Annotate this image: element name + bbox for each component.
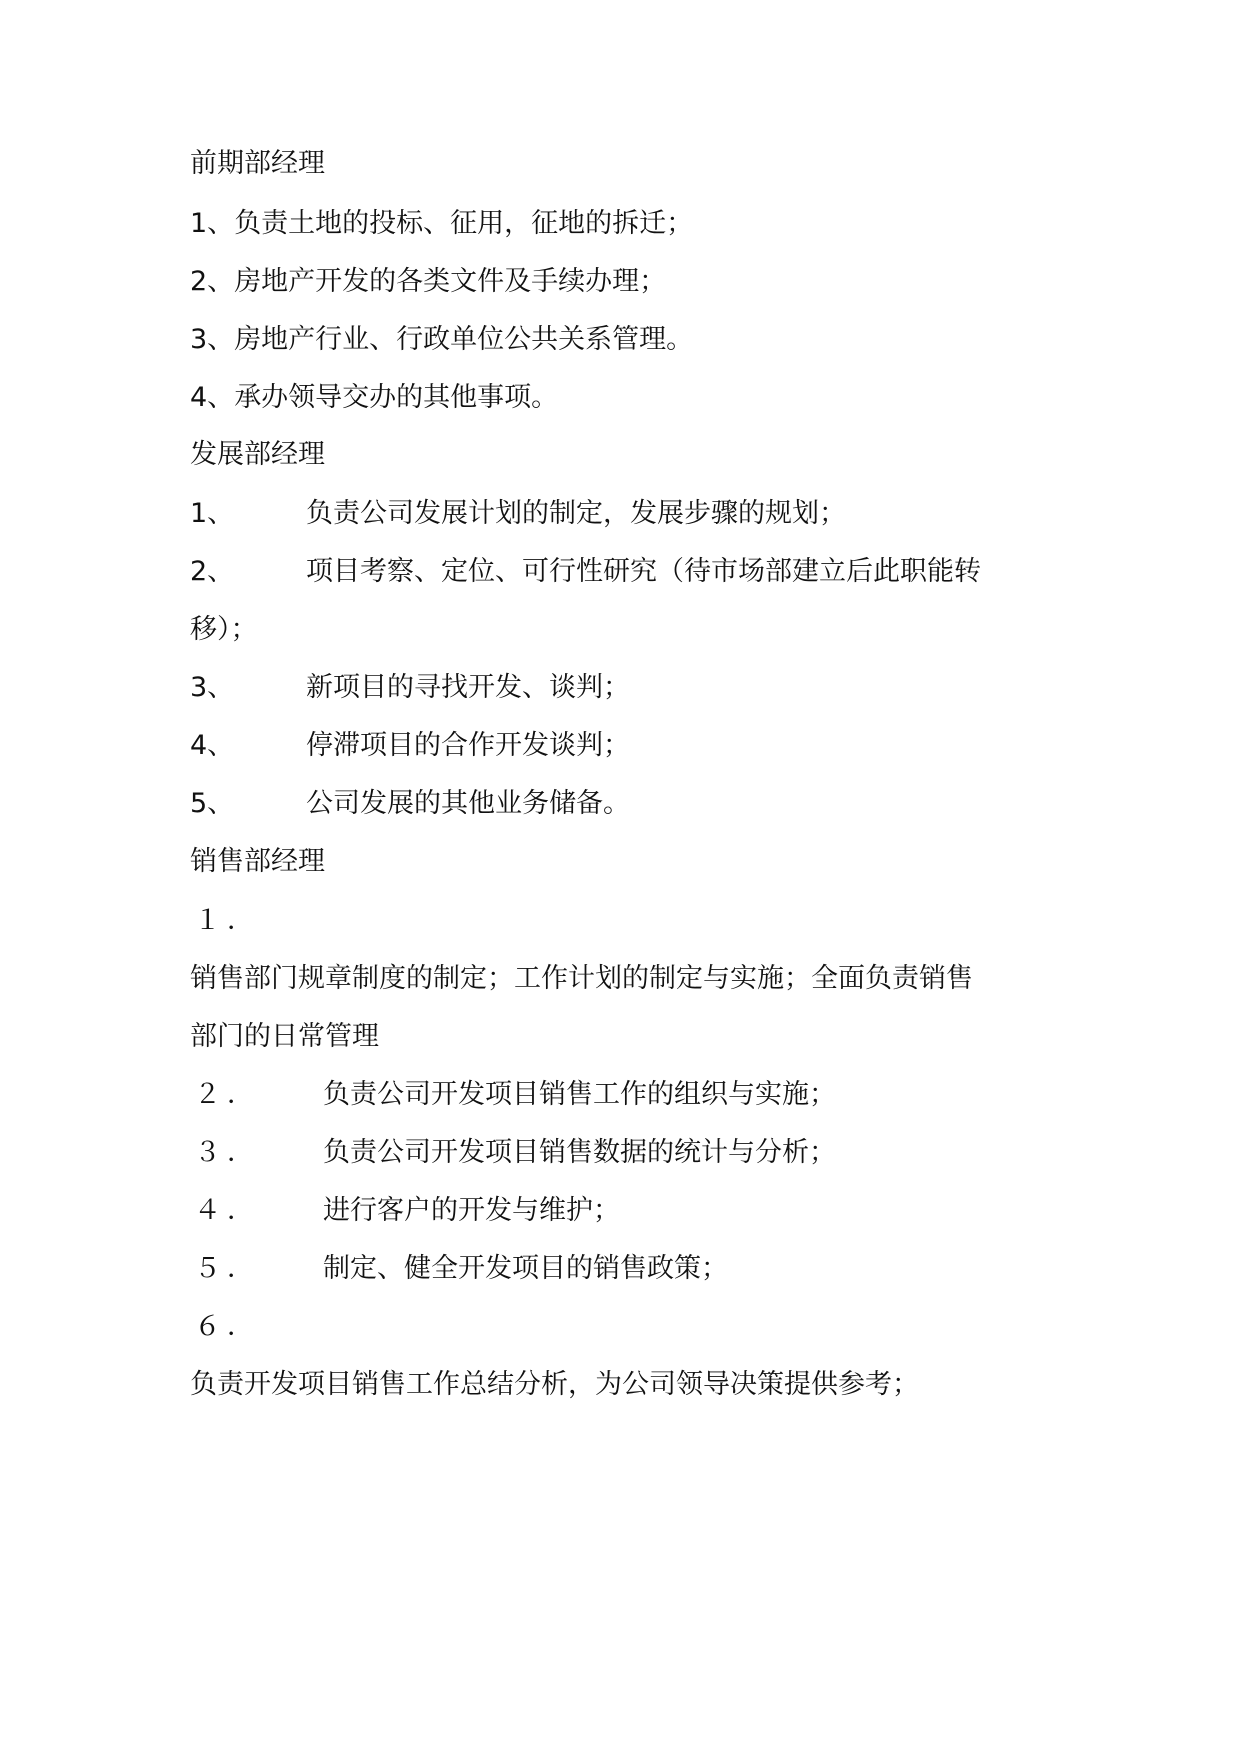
list-item xyxy=(190,1135,836,1171)
list-item xyxy=(190,670,630,706)
item-number: 2、 xyxy=(190,556,235,587)
list-item-text: 负责开发项目销售工作总结分析，为公司领导决策提供参考； xyxy=(190,1369,919,1400)
item-number: 1、 xyxy=(190,208,235,239)
item-number: 3、 xyxy=(190,672,235,703)
item-number: ３． xyxy=(194,1137,260,1168)
item-text: 负责公司开发项目销售数据的统计与分析； xyxy=(323,1137,836,1168)
section-heading-sales: 销售部经理 xyxy=(190,846,325,877)
list-item-continuation: 移）； xyxy=(190,614,258,645)
item-text: 负责公司开发项目销售工作的组织与实施； xyxy=(323,1079,836,1110)
item-text: 项目考察、定位、可行性研究（待市场部建立后此职能转 xyxy=(306,556,981,587)
item-number: 4、 xyxy=(190,382,235,413)
item-text: 负责土地的投标、征用，征地的拆迁； xyxy=(234,208,694,239)
item-number: 5、 xyxy=(190,788,235,819)
item-text: 房地产开发的各类文件及手续办理； xyxy=(234,266,667,297)
item-number: １． xyxy=(194,905,260,936)
item-text: 负责公司发展计划的制定，发展步骤的规划； xyxy=(306,498,846,529)
item-number: ５． xyxy=(194,1253,260,1284)
item-number: ２． xyxy=(194,1079,260,1110)
list-item-number xyxy=(190,1309,260,1345)
item-number: 2、 xyxy=(190,266,235,297)
item-text: 公司发展的其他业务储备。 xyxy=(306,788,630,819)
item-number: ６． xyxy=(194,1311,260,1342)
list-item xyxy=(190,554,981,590)
list-item xyxy=(190,786,630,822)
item-number: 4、 xyxy=(190,730,235,761)
list-item-text: 销售部门规章制度的制定；工作计划的制定与实施；全面负责销售 xyxy=(190,963,973,994)
list-item xyxy=(190,322,693,358)
item-number: ４． xyxy=(194,1195,260,1226)
item-text: 制定、健全开发项目的销售政策； xyxy=(323,1253,728,1284)
item-text: 新项目的寻找开发、谈判； xyxy=(306,672,630,703)
list-item xyxy=(190,728,630,764)
list-item xyxy=(190,1251,728,1287)
list-item-number xyxy=(190,903,260,939)
list-item-continuation: 部门的日常管理 xyxy=(190,1021,379,1052)
item-text: 进行客户的开发与维护； xyxy=(323,1195,620,1226)
list-item xyxy=(190,206,693,242)
item-text: 承办领导交办的其他事项。 xyxy=(234,382,559,413)
item-number: 3、 xyxy=(190,324,235,355)
list-item xyxy=(190,1077,836,1113)
list-item xyxy=(190,264,666,300)
item-text: 停滞项目的合作开发谈判； xyxy=(306,730,630,761)
list-item xyxy=(190,1193,620,1229)
item-number: 1、 xyxy=(190,498,235,529)
section-heading-preliminary: 前期部经理 xyxy=(190,148,325,179)
section-heading-development: 发展部经理 xyxy=(190,439,325,470)
list-item xyxy=(190,496,846,532)
list-item xyxy=(190,380,558,416)
item-text: 房地产行业、行政单位公共关系管理。 xyxy=(234,324,694,355)
